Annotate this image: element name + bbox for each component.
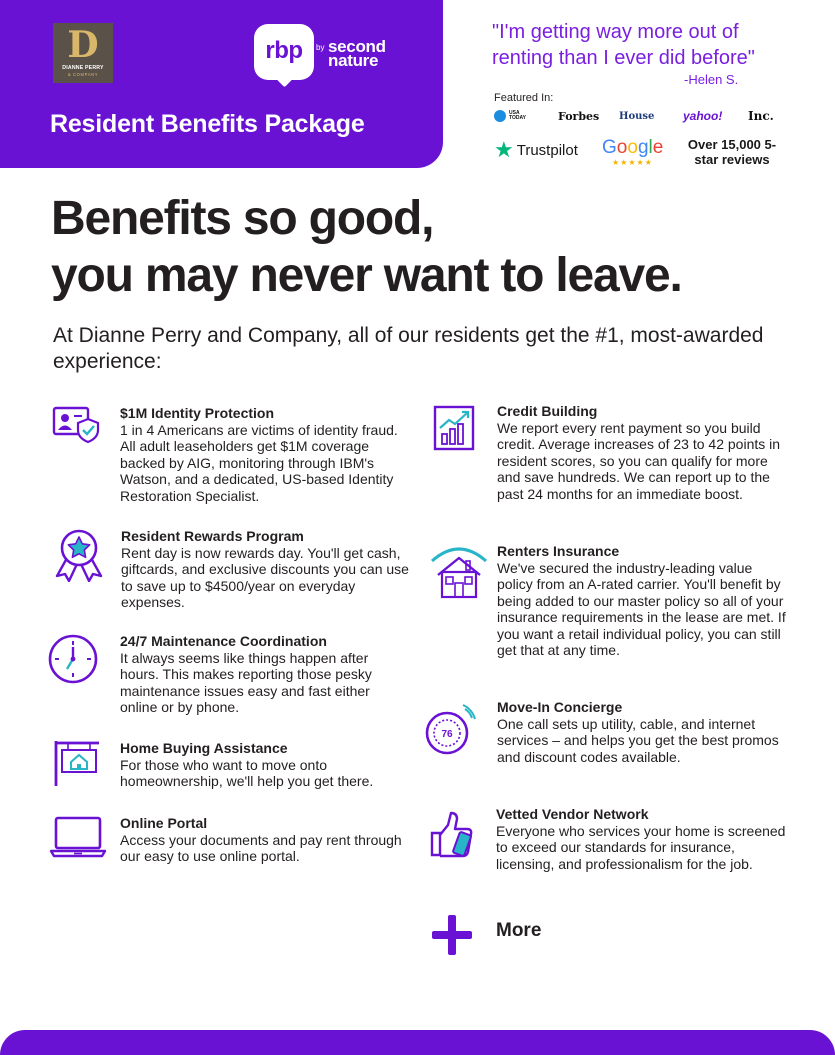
benefit-resident-rewards <box>121 528 411 611</box>
testimonial-quote: "I'm getting way more out of renting than I ever did before" <box>492 21 755 69</box>
yahoo-logo: yahoo! <box>683 109 723 123</box>
inc-logo: Inc. <box>748 109 774 123</box>
identity-card-shield-icon <box>52 405 102 445</box>
trustpilot-logo <box>494 137 578 162</box>
more-link[interactable]: More <box>496 920 542 941</box>
benefit-vetted-vendor <box>496 806 786 872</box>
home-sign-icon <box>53 738 103 788</box>
benefit-description: It always seems like things happen after hours. This makes reporting those pesky maintenance issues easy and fast either online or by phone. <box>120 650 372 716</box>
header-banner <box>0 0 443 168</box>
benefit-title: Credit Building <box>497 403 598 419</box>
benefit-title: Move-In Concierge <box>497 699 623 715</box>
thumbs-up-phone-icon <box>426 807 478 861</box>
benefit-description: One call sets up utility, cable, and internet services – and helps you get the best promos and discount codes available. <box>497 716 779 765</box>
benefit-renters-insurance <box>497 543 787 658</box>
rbp-logo-text: rbp <box>265 37 303 64</box>
benefit-title: 24/7 Maintenance Coordination <box>120 633 327 649</box>
clock-icon <box>47 633 99 685</box>
footer-bar <box>0 1030 835 1055</box>
benefit-title: Online Portal <box>120 815 208 831</box>
headline <box>51 190 682 304</box>
thermostat-icon <box>425 703 477 757</box>
intro-text: At Dianne Perry and Company, all of our residents get the #1, most-awarded experience: <box>53 324 764 373</box>
benefit-title: Vetted Vendor Network <box>496 806 649 822</box>
benefit-title: Home Buying Assistance <box>120 740 288 756</box>
google-logo <box>602 137 663 159</box>
benefit-title: Resident Rewards Program <box>121 528 304 544</box>
testimonial-author: -Helen S. <box>684 72 739 87</box>
benefit-description: Access your documents and pay rent through our easy to use online portal. <box>120 832 402 865</box>
reviews-count: Over 15,000 5-star reviews <box>687 137 777 167</box>
company-logo-name: DIANNE PERRY <box>62 65 104 71</box>
partner-logo: second nature <box>328 37 386 70</box>
trustpilot-star-icon: ★ <box>494 137 514 162</box>
headline-line-1: Benefits so good, <box>51 192 434 245</box>
headline-line-2: you may never want to leave. <box>51 249 682 302</box>
rbp-by: by <box>316 43 325 52</box>
featured-in-label: Featured In: <box>494 92 554 104</box>
benefit-online-portal <box>120 815 410 865</box>
benefit-title: $1M Identity Protection <box>120 405 275 421</box>
usa-today-dot-icon <box>494 110 506 122</box>
google-stars-icon: ★★★★★ <box>612 158 653 167</box>
benefit-description: Rent day is now rewards day. You'll get cash, giftcards, and exclusive discounts you can use to save up to $4500/year on everyday expenses. <box>121 545 409 611</box>
plus-icon[interactable] <box>432 915 472 955</box>
benefit-description: Everyone who services your home is screened to exceed our standards for insurance, licensing, and professionalism for the job. <box>496 823 786 872</box>
thermostat-reading: 76 <box>441 729 453 740</box>
benefit-identity-protection <box>120 405 410 504</box>
google-text: Google <box>602 137 664 158</box>
header-title: Resident Benefits Package <box>50 110 365 138</box>
trustpilot-text: Trustpilot <box>516 141 578 159</box>
laptop-icon <box>49 815 107 859</box>
company-logo <box>53 23 113 83</box>
house-logo: House <box>619 110 655 122</box>
benefit-maintenance <box>120 633 410 716</box>
benefit-title: Renters Insurance <box>497 543 620 559</box>
benefit-description: For those who want to move onto homeownership, we'll help you get there. <box>120 757 374 790</box>
usa-today-text: USA TODAY <box>509 110 526 121</box>
forbes-logo: Forbes <box>558 109 600 123</box>
usa-today-logo <box>494 107 529 125</box>
benefit-credit-building <box>497 403 787 502</box>
company-logo-sub: & COMPANY <box>67 72 99 77</box>
benefit-description: We report every rent payment so you build credit. Average increases of 23 to 42 points in resident scores, so you can qualify for more and save hundreds. We can report up to the past 24 months for an immediate boost. <box>497 420 781 502</box>
benefit-home-buying <box>120 740 415 790</box>
benefit-description: We've secured the industry-leading value policy from an A-rated carrier. You'll benefit by being added to our master policy so all of your insurance requirements in the lease are met. If you want a retail individual policy, you can still get that at any time. <box>497 560 786 659</box>
benefit-move-in-concierge <box>497 699 787 765</box>
company-logo-monogram: D <box>67 24 99 66</box>
rewards-ribbon-icon <box>53 528 105 582</box>
house-umbrella-icon <box>428 545 490 601</box>
rbp-logo <box>254 24 314 80</box>
benefit-description: 1 in 4 Americans are victims of identity fraud. All adult leaseholders get $1M coverage backed by AIG, monitoring through IBM's Watson, and a dedicated, US-based Identity Restoration Specialist. <box>120 422 398 504</box>
credit-chart-icon <box>432 404 478 452</box>
